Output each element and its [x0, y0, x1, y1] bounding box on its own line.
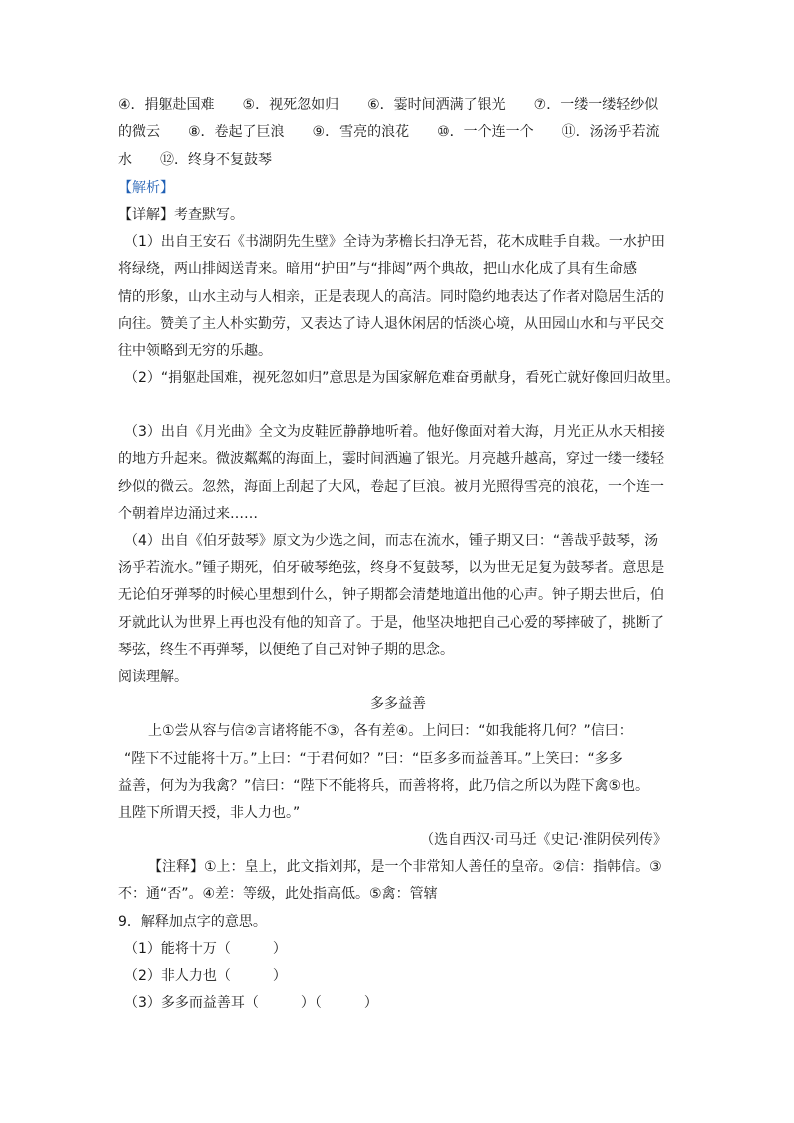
analysis-label: 【解析】 — [118, 180, 174, 196]
detail-p4-line: 无论伯牙弹琴的时候心里想到什么，钟子期都会清楚地道出他的心声。钟子期去世后，伯 — [118, 587, 664, 603]
detail-p3-line: 纱似的微云。忽然，海面上刮起了大风，卷起了巨浪。被月光照得雪亮的浪花，一个连一 — [118, 479, 664, 495]
answer-line-3: 水 ⑫．终身不复鼓琴 — [118, 152, 272, 168]
detail-p4-line: 汤乎若流水。”锺子期死，伯牙破琴绝弦，终身不复鼓琴，以为世无足复为鼓琴者。意思是 — [118, 560, 665, 576]
detail-p1-line: 往中领略到无穷的乐趣。 — [118, 343, 272, 359]
detail-intro: 【详解】考查默写。 — [118, 207, 244, 223]
annotation-line: 不：通“否”。④差：等级，此处指高低。⑤禽：管辖 — [118, 886, 438, 902]
detail-p1-line: （1）出自王安石《书湖阴先生壁》全诗为茅檐长扫净无苔，花木成畦手自栽。一水护田 — [124, 234, 665, 250]
question-item-1: （1）能将十万（ ） — [124, 941, 287, 957]
passage-source: （选自西汉·司马迁《史记·淮阴侯列传》 — [420, 832, 667, 848]
detail-p3-line: （3）出自《月光曲》全文为皮鞋匠静静地听着。他好像面对着大海，月光正从水天相接 — [124, 424, 665, 440]
question-item-3: （3）多多而益善耳（ ）（ ） — [124, 995, 378, 1011]
detail-p3-line: 个朝着岸边涌过来…… — [118, 506, 258, 522]
passage-line: 益善，何为为我禽？”信曰：“陛下不能将兵，而善将将，此乃信之所以为陛下禽⑤也。 — [118, 778, 650, 794]
detail-p4-line: 牙就此认为世界上再也没有他的知音了。于是，他坚决地把自己心爱的琴摔破了，挑断了 — [118, 615, 664, 631]
detail-p1-line: 情的形象，山水主动与人相亲，正是表现人的高洁。同时隐约地表达了作者对隐居生活的 — [118, 289, 664, 305]
detail-p3-line: 的地方升起来。微波粼粼的海面上，霎时间洒遍了银光。月亮越升越高，穿过一缕一缕轻 — [118, 451, 664, 467]
passage-line: 上①尝从容与信②言诸将能不③，各有差④。上问曰：“如我能将几何？”信曰： — [148, 723, 633, 739]
annotation-line: 【注释】①上：皇上，此文指刘邦，是一个非常知人善任的皇帝。②信：指韩信。③ — [148, 859, 662, 875]
passage-line: 且陛下所谓天授，非人力也。” — [118, 805, 301, 821]
question-item-2: （2）非人力也（ ） — [124, 968, 287, 984]
reading-heading: 阅读理解。 — [118, 669, 188, 685]
answer-line-1: ④．捐躯赴国难 ⑤．视死忽如归 ⑥．霎时间洒满了银光 ⑦．一缕一缕轻纱似 — [118, 97, 659, 113]
passage-title: 多多益善 — [370, 696, 426, 712]
detail-p2-line: （2）“捐躯赴国难，视死忽如归”意思是为国家解危难奋勇献身，看死亡就好像回归故里。 — [124, 370, 680, 386]
detail-p4-line: 琴弦，终生不再弹琴，以便绝了自己对钟子期的思念。 — [118, 642, 454, 658]
detail-p1-line: 向往。赞美了主人朴实勤劳，又表达了诗人退休闲居的恬淡心境，从田园山水和与平民交 — [118, 316, 664, 332]
question-stem: 9．解释加点字的意思。 — [118, 914, 267, 930]
answer-line-2: 的微云 ⑧．卷起了巨浪 ⑨．雪亮的浪花 ⑩．一个连一个 ⑪．汤汤乎若流 — [118, 124, 660, 140]
passage-line: “陛下不过能将十万。”上曰：“于君何如？”曰：“臣多多而益善耳。”上笑曰：“多多 — [124, 751, 623, 767]
detail-p4-line: （4）出自《伯牙鼓琴》原文为少选之间，而志在流水，锺子期又曰：“善哉乎鼓琴，汤 — [124, 533, 659, 549]
detail-p1-line: 将绿绕，两山排闼送青来。暗用“护田”与“排闼”两个典故，把山水化成了具有生命感 — [118, 261, 638, 277]
